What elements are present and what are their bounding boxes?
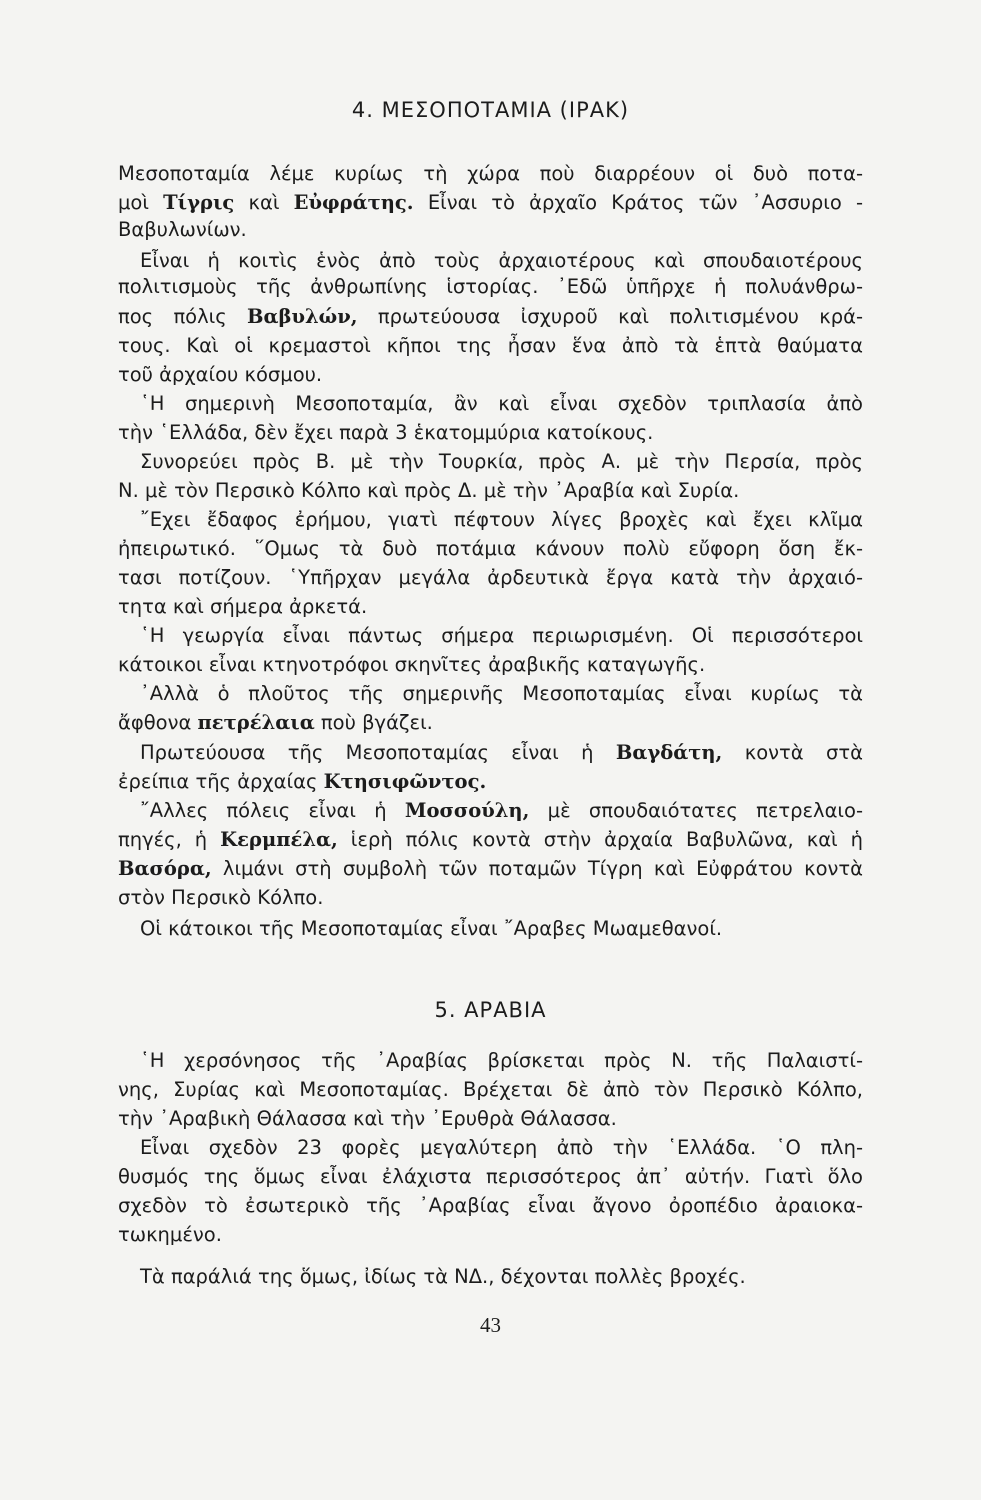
term-basra: Βασόρα, <box>118 857 212 880</box>
text-line: Συνορεύει πρὸς Β. μὲ τὴν Τουρκία, πρὸς Α. μὲ τὴν Περσία, πρὸς <box>140 450 863 473</box>
text-line: θυσμός της ὅμως εἶναι ἐλάχιστα περισσότερος ἀπ᾿ αὐτήν. Γιατὶ ὅλο <box>118 1165 863 1188</box>
text-line: ῎Εχει ἔδαφος ἐρήμου, γιατὶ πέφτουν λίγες βροχὲς καὶ ἔχει κλῖμα <box>140 508 863 531</box>
text-line: Εἶναι ἡ κοιτὶς ἑνὸς ἀπὸ τοὺς ἀρχαιοτέρους καὶ σπουδαιοτέρους <box>140 249 863 272</box>
text-line: ᾿Αλλὰ ὁ πλοῦτος τῆς σημερινῆς Μεσοποταμίας εἶναι κυρίως τὰ <box>140 682 863 705</box>
text-line: πολιτισμοὺς τῆς ἀνθρωπίνης ἱστορίας. ᾿Εδῶ ὑπῆρχε ἡ πολυάνθρω- <box>118 275 863 298</box>
text-line: τητα καὶ σήμερα ἀρκετά. <box>118 595 368 618</box>
text-line: ῾Η χερσόνησος τῆς ᾿Αραβίας βρίσκεται πρὸς Ν. τῆς Παλαιστί- <box>140 1049 863 1072</box>
text-line: Πρωτεύουσα τῆς Μεσοποταμίας εἶναι ἡ Βαγδάτη, κοντὰ στὰ <box>140 741 863 764</box>
text-line: κάτοικοι εἶναι κτηνοτρόφοι σκηνῖτες ἀραβικῆς καταγωγῆς. <box>118 653 706 676</box>
term-baghdad: Βαγδάτη, <box>615 741 723 764</box>
section-heading-arabia: 5. ΑΡΑΒΙΑ <box>434 998 547 1022</box>
text-line: Μεσοποταμία λέμε κυρίως τὴ χώρα ποὺ διαρρέουν οἱ δυὸ ποτα- <box>118 162 863 185</box>
text-line: Ν. μὲ τὸν Περσικὸ Κόλπο καὶ πρὸς Δ. μὲ τὴν ᾿Αραβία καὶ Συρία. <box>118 479 740 502</box>
page-number: 43 <box>480 1313 501 1337</box>
text-line: νης, Συρίας καὶ Μεσοποταμίας. Βρέχεται δὲ ἀπὸ τὸν Περσικὸ Κόλπο, <box>118 1078 863 1101</box>
text-line: τοῦ ἀρχαίου κόσμου. <box>118 363 323 386</box>
text-line: τους. Καὶ οἱ κρεμαστοὶ κῆποι της ἦσαν ἕνα ἀπὸ τὰ ἑπτὰ θαύματα <box>118 334 863 357</box>
text-line: πηγές, ἡ Κερμπέλα, ἱερὴ πόλις κοντὰ στὴν ἀρχαία Βαβυλῶνα, καὶ ἡ <box>118 828 863 851</box>
term-mosul: Μοσσούλη, <box>404 799 530 822</box>
text-line: μοὶ Τίγρις καὶ Εὐφράτης. Εἶναι τὸ ἀρχαῖο Κράτος τῶν ᾿Ασσυριο - <box>118 191 863 214</box>
text-line: πος πόλις Βαβυλών, πρωτεύουσα ἰσχυροῦ καὶ πολιτισμένου κρά- <box>118 305 863 328</box>
text-line: Βασόρα, λιμάνι στὴ συμβολὴ τῶν ποταμῶν Τίγρη καὶ Εὐφράτου κοντὰ <box>118 857 863 880</box>
term-euphrates: Εὐφράτης. <box>293 191 414 214</box>
term-ctesiphon: Κτησιφῶντος. <box>323 770 487 793</box>
text-line: Βαβυλωνίων. <box>118 218 247 241</box>
term-babylon: Βαβυλών, <box>247 305 358 328</box>
text-line: Οἱ κάτοικοι τῆς Μεσοποταμίας εἶναι ῎Αραβες Μωαμεθανοί. <box>140 917 723 940</box>
text-line: ῾Η σημερινὴ Μεσοποταμία, ἂν καὶ εἶναι σχεδὸν τριπλασία ἀπὸ <box>140 392 863 415</box>
text-line: Εἶναι σχεδὸν 23 φορὲς μεγαλύτερη ἀπὸ τὴν ῾Ελλάδα. ῾Ο πλη- <box>140 1136 863 1159</box>
text-line: ἐρείπια τῆς ἀρχαίας Κτησιφῶντος. <box>118 770 487 793</box>
text-line: τὴν ῾Ελλάδα, δὲν ἔχει παρὰ 3 ἑκατομμύρια κατοίκους. <box>118 421 654 444</box>
text-line: ῎Αλλες πόλεις εἶναι ἡ Μοσσούλη, μὲ σπουδαιότατες πετρελαιο- <box>140 799 863 822</box>
text-line: τωκημένο. <box>118 1223 222 1246</box>
text-line: σχεδὸν τὸ ἐσωτερικὸ τῆς ᾿Αραβίας εἶναι ἄγονο ὀροπέδιο ἀραιοκα- <box>118 1194 863 1217</box>
text-line: τὴν ᾿Αραβικὴ Θάλασσα καὶ τὴν ᾿Ερυθρὰ Θάλασσα. <box>118 1107 617 1130</box>
term-petroleum: πετρέλαια <box>197 711 315 734</box>
text-line: Τὰ παράλιά της ὅμως, ἰδίως τὰ ΝΔ., δέχονται πολλὲς βροχές. <box>140 1265 746 1288</box>
text-line: στὸν Περσικὸ Κόλπο. <box>118 886 324 909</box>
text-line: τασι ποτίζουν. ῾Υπῆρχαν μεγάλα ἀρδευτικὰ ἔργα κατὰ τὴν ἀρχαιό- <box>118 566 863 589</box>
term-kerbela: Κερμπέλα, <box>220 828 338 851</box>
text-line: ῾Η γεωργία εἶναι πάντως σήμερα περιωρισμένη. Οἱ περισσότεροι <box>140 624 863 647</box>
text-line: ἄφθονα πετρέλαια ποὺ βγάζει. <box>118 711 433 734</box>
section-heading-mesopotamia: 4. ΜΕΣΟΠΟΤΑΜΙΑ (ΙΡΑΚ) <box>351 98 630 122</box>
term-tigris: Τίγρις <box>163 191 235 214</box>
text-line: ἠπειρωτικό. ῞Ομως τὰ δυὸ ποτάμια κάνουν πολὺ εὔφορη ὅση ἔκ- <box>118 537 863 560</box>
